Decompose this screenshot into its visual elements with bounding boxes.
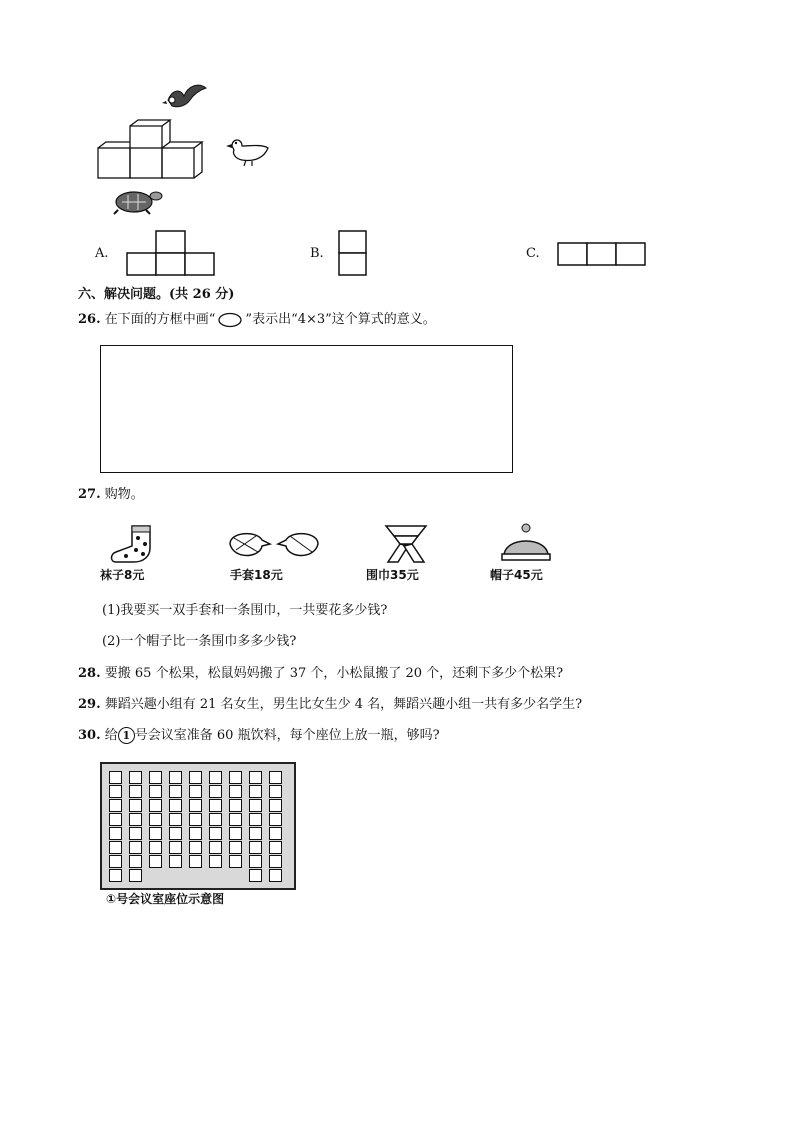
seat [169,841,182,854]
seat [109,841,122,854]
question-28 [78,665,563,683]
seat [129,799,142,812]
seat [249,827,262,840]
question-text: 舞蹈兴趣小组有 21 名女生，男生比女生少 4 名，舞蹈兴趣小组一共有多少名学生? [104,697,583,712]
seat [149,799,162,812]
seat [169,813,182,826]
seat [109,827,122,840]
seat [229,827,242,840]
seat [249,771,262,784]
question-29 [78,696,582,714]
seat [149,771,162,784]
seat [209,813,222,826]
seat-grid [107,770,289,882]
oval-icon [217,312,243,328]
option-b-label: B. [310,246,324,261]
seat [229,813,242,826]
seat [149,813,162,826]
question-text: ”表示出“4×3”这个算式的意义。 [245,312,436,327]
seat [189,841,202,854]
seat [169,771,182,784]
seat [269,771,282,784]
question-30 [78,727,440,745]
seat [269,813,282,826]
question-number: 26. [78,312,101,327]
seat [229,855,242,868]
hat-icon [500,522,552,562]
seat [129,827,142,840]
seat [229,785,242,798]
question-26 [78,311,436,329]
seat [169,785,182,798]
seat [249,841,262,854]
seat-diagram [100,762,296,890]
seat [269,869,282,882]
seat [109,813,122,826]
seat [129,813,142,826]
seat [209,855,222,868]
question-text: 号会议室准备 60 瓶饮料，每个座位上放一瓶，够吗? [134,728,440,743]
seat [149,827,162,840]
question-number: 27. [78,487,101,502]
question-number: 28. [78,666,101,681]
question-text: 购物。 [104,487,144,502]
seat [109,869,122,882]
seat [249,869,262,882]
question-text: 给 [104,728,118,743]
seat [249,855,262,868]
seat [189,799,202,812]
seat-diagram-caption: ①号会议室座位示意图 [106,892,225,906]
question-27 [78,486,144,504]
seat [189,785,202,798]
seat [269,841,282,854]
seat [109,799,122,812]
seat [169,855,182,868]
drawing-box[interactable] [100,345,513,473]
seat [229,799,242,812]
seat [129,785,142,798]
option-a-view [126,230,216,276]
seat [209,771,222,784]
seat [269,855,282,868]
circled-number: 1 [118,727,135,744]
seat [249,799,262,812]
seat [249,785,262,798]
seat [109,855,122,868]
seat [209,799,222,812]
item-caption: 围巾35元 [366,568,419,582]
gloves-icon [226,528,322,562]
sub-question-1: (1)我要买一双手套和一条围巾，一共要花多少钱? [102,603,388,618]
section-heading: 六、解决问题。(共 26 分) [78,287,235,302]
seat [189,855,202,868]
seat [209,785,222,798]
seat [189,771,202,784]
seat [189,813,202,826]
question-number: 29. [78,697,101,712]
seat [129,869,142,882]
seat [229,841,242,854]
seat [129,855,142,868]
sock-icon [110,524,162,564]
seat [149,785,162,798]
scarf-icon [378,524,434,564]
duck-icon [224,132,272,168]
item-caption: 手套18元 [230,568,283,582]
seat [169,799,182,812]
seat [269,785,282,798]
option-b-view [338,230,368,276]
seat [129,841,142,854]
seat [109,785,122,798]
seat [149,841,162,854]
seat [269,827,282,840]
seat [209,841,222,854]
question-number: 30. [78,728,101,743]
seat [149,855,162,868]
sub-question-2: (2)一个帽子比一条围巾多多少钱? [102,634,297,649]
seat [129,771,142,784]
seat [209,827,222,840]
turtle-icon [108,186,164,216]
question-text: 要搬 65 个松果，松鼠妈妈搬了 37 个，小松鼠搬了 20 个，还剩下多少个松果? [104,666,564,681]
item-caption: 袜子8元 [100,568,145,582]
seat [229,771,242,784]
seat [189,827,202,840]
cube-stack-figure [96,118,216,188]
item-caption: 帽子45元 [490,568,543,582]
seat [249,813,262,826]
question-text: 在下面的方框中画“ [104,312,216,327]
seat [269,799,282,812]
option-a-label: A. [95,246,109,261]
seat [109,771,122,784]
seat [169,827,182,840]
option-c-label: C. [526,246,540,261]
bird-icon [162,80,210,114]
option-c-view [557,242,647,266]
